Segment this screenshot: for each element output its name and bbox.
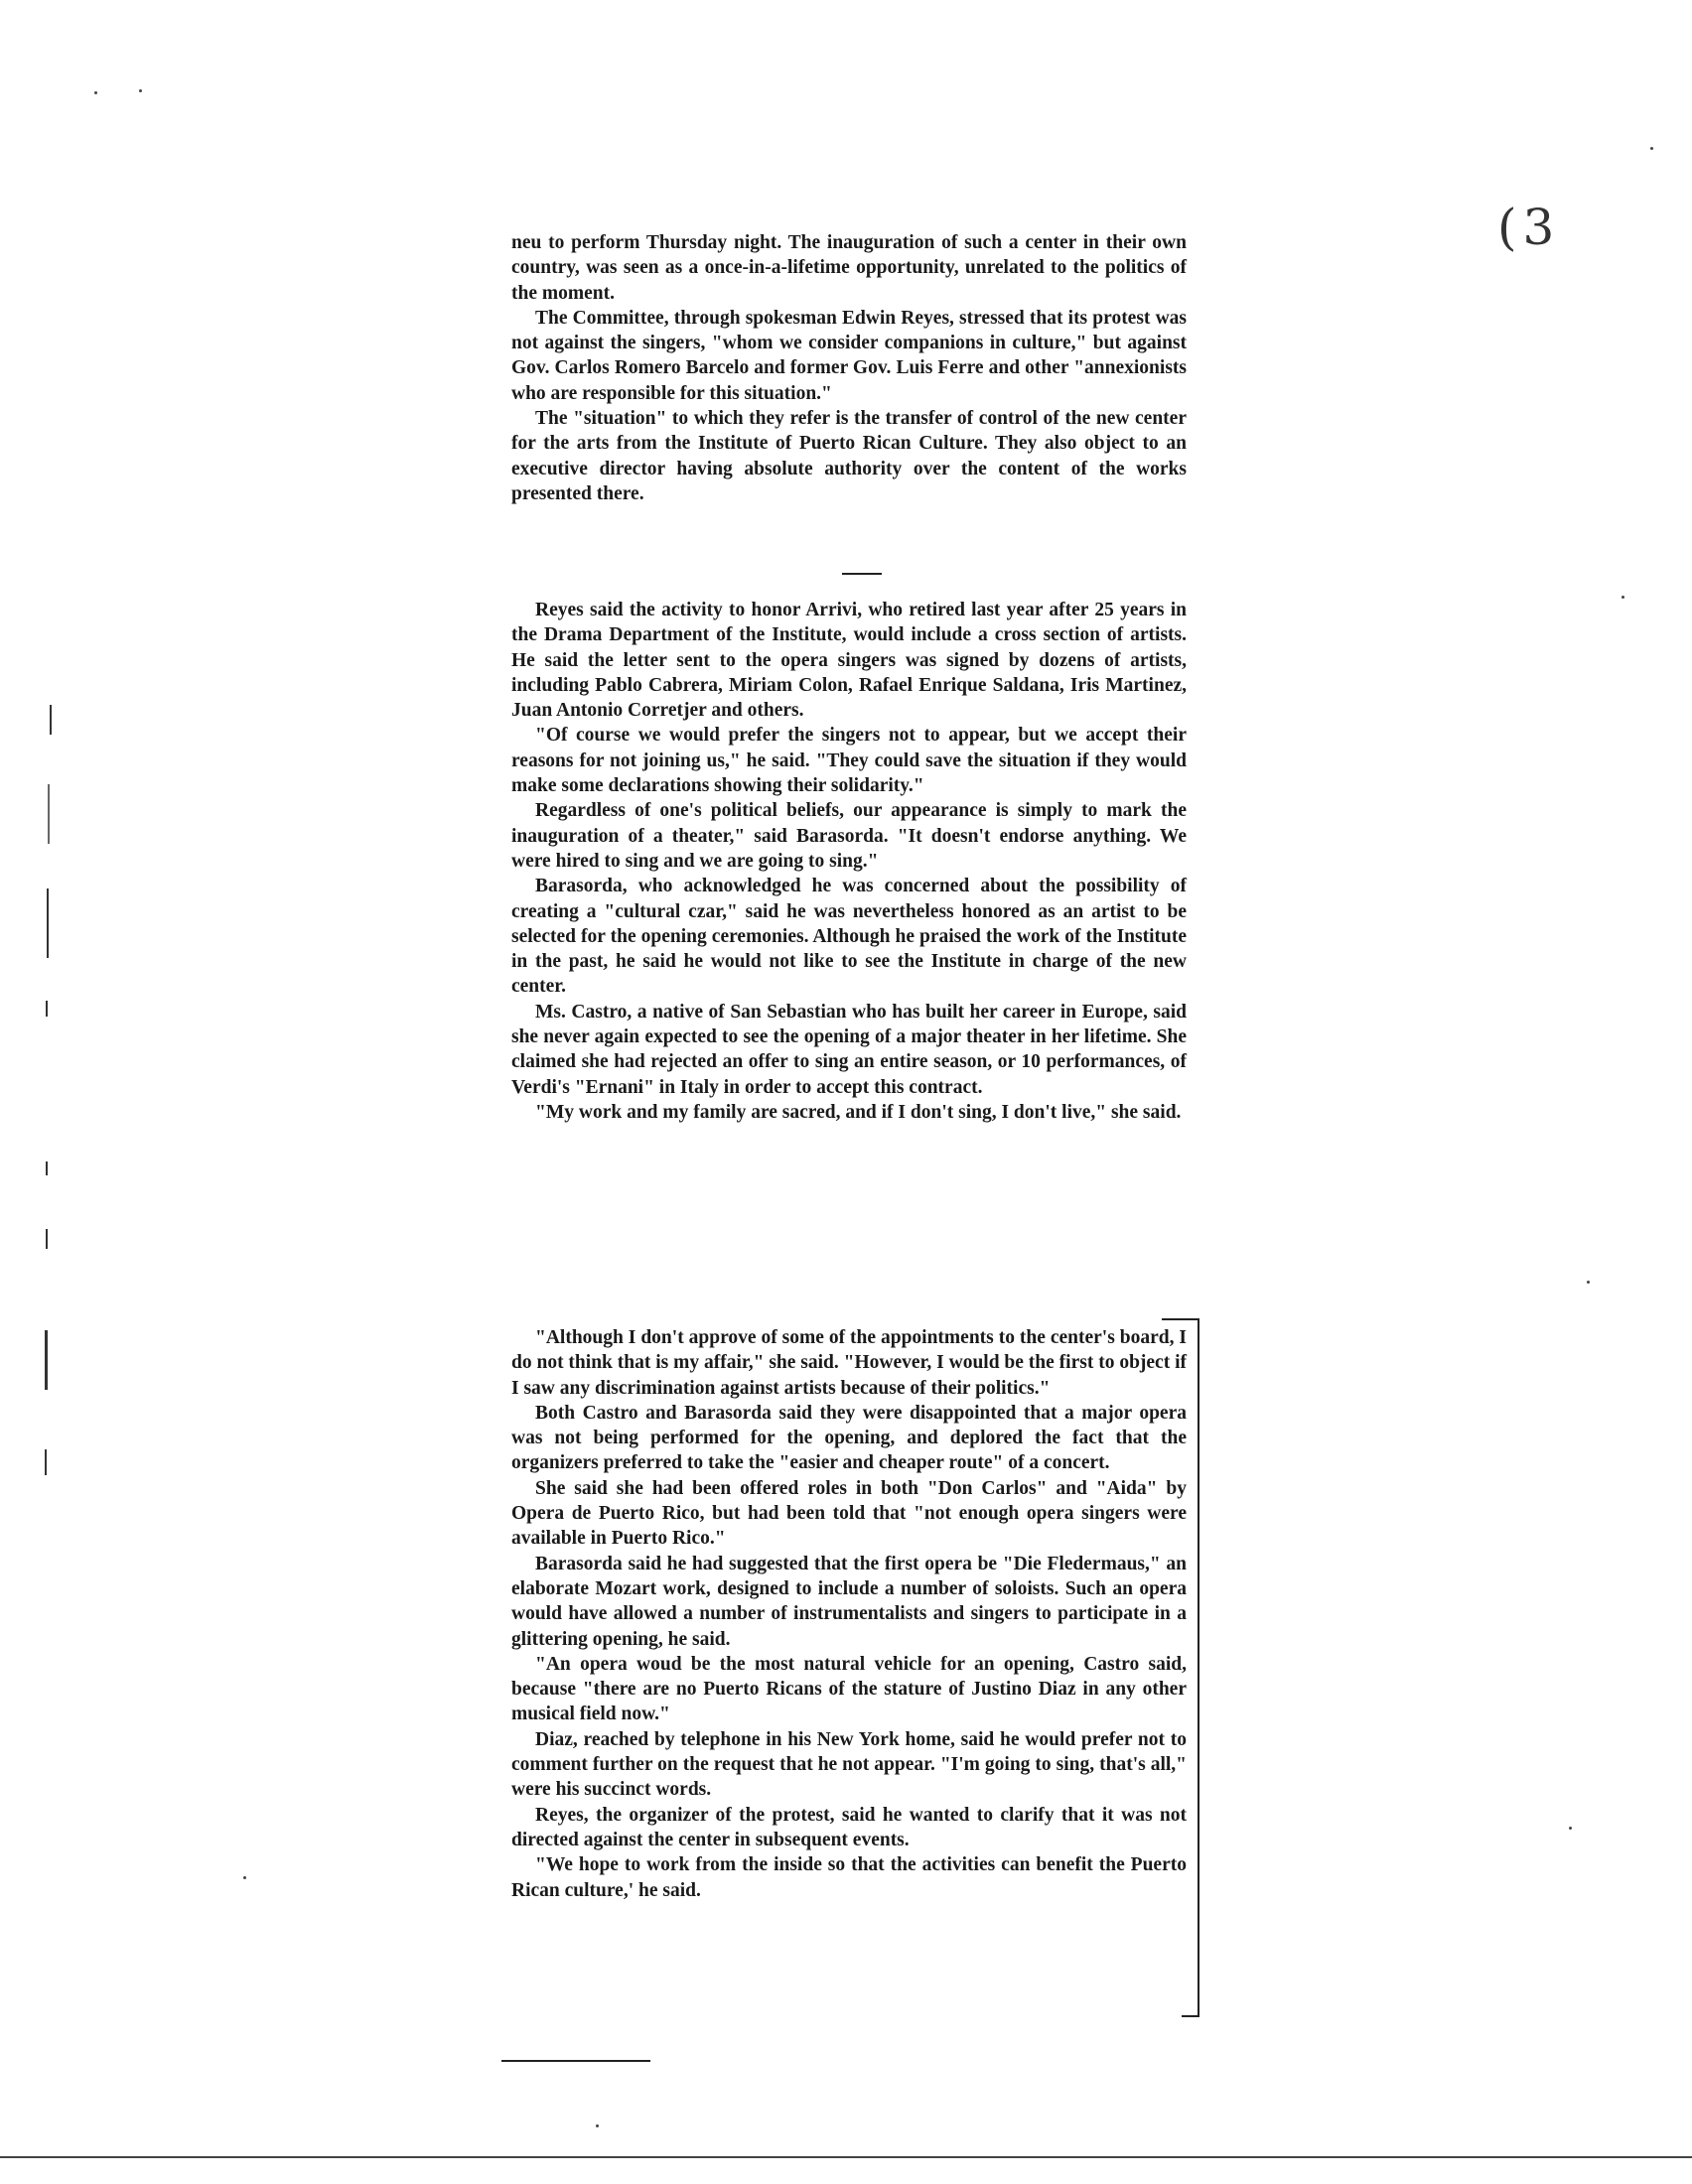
scan-speck <box>243 1876 246 1879</box>
scan-speck <box>1622 596 1624 599</box>
handwritten-page-number: (3 <box>1497 199 1561 256</box>
clipping-bracket-bottom <box>1182 2015 1199 2017</box>
section-separator <box>842 573 882 575</box>
scan-speck <box>94 91 97 94</box>
margin-mark <box>45 1330 48 1390</box>
paragraph: "Of course we would prefer the singers not to appear, but we accept their reasons for not joining us," he said. "They could save the situation if they would make some declarations showing their solidarity." <box>511 725 1187 797</box>
paragraph: "My work and my family are sacred, and if I don't sing, I don't live," she said. <box>535 1101 1182 1123</box>
page-bottom-rule <box>0 2156 1692 2158</box>
scan-speck <box>1587 1281 1590 1284</box>
paragraph: "Although I don't approve of some of the appointments to the center's board, I do not think that is my affair," she said. "However, I would be the first to object if I saw any discrimination against artists because of their politics." <box>511 1327 1187 1399</box>
paragraph: Barasorda said he had suggested that the first opera be "Die Fledermaus," an elaborate Mozart work, designed to include a number of soloists. Such an opera would have allowed a number of instrumentalists and singers to participate in a glittering opening, he said. <box>511 1553 1187 1650</box>
paragraph: Barasorda, who acknowledged he was concerned about the possibility of creating a "cultural czar," said he was nevertheless honored as an artist to be selected for the opening ceremonies. Although he praised the work of the Institute in the past, he said he would not like to see the Institute in charge of the new center. <box>511 876 1187 998</box>
paragraph: She said she had been offered roles in both "Don Carlos" and "Aida" by Opera de Puerto Rico, but had been told that "not enough opera singers were available in Puerto Rico." <box>511 1477 1187 1550</box>
paragraph: Ms. Castro, a native of San Sebastian who has built her career in Europe, said she never again expected to see the opening of a major theater in her lifetime. She claimed she had rejected an offer to sing an entire season, or 10 performances, of Verdi's "Ernani" in Italy in order to accept this contract. <box>511 1001 1187 1098</box>
paragraph: neu to perform Thursday night. The inauguration of such a center in their own country, was seen as a once-in-a-lifetime opportunity, unrelated to the politics of the moment. <box>511 232 1187 304</box>
paragraph: "We hope to work from the inside so that the activities can benefit the Puerto Rican culture,' he said. <box>511 1854 1187 1901</box>
article-block-2 <box>511 598 1187 1125</box>
paragraph: The Committee, through spokesman Edwin Reyes, stressed that its protest was not against the singers, "whom we consider companions in culture," but against Gov. Carlos Romero Barcelo and former Gov. Luis Ferre and other "annexionists who are responsible for this situation." <box>511 307 1187 404</box>
paragraph: Reyes, the organizer of the protest, said he wanted to clarify that it was not directed against the center in subsequent events. <box>511 1804 1187 1850</box>
scan-speck <box>1650 147 1653 150</box>
margin-mark <box>48 784 50 844</box>
margin-mark <box>45 1449 47 1475</box>
paragraph: Regardless of one's political beliefs, our appearance is simply to mark the inauguration of a theater," said Barasorda. "It doesn't endorse anything. We were hired to sing and we are going to sing." <box>511 800 1187 872</box>
margin-mark <box>46 1229 48 1249</box>
article-block-1 <box>511 230 1187 506</box>
clipping-bottom-rule <box>501 2060 650 2062</box>
scan-speck <box>596 2124 599 2127</box>
margin-mark <box>46 1001 48 1017</box>
clipping-bracket-side <box>1198 1320 1199 2015</box>
margin-mark <box>50 705 52 735</box>
paragraph: "An opera woud be the most natural vehicle for an opening, Castro said, because "there are no Puerto Ricans of the stature of Justino Diaz in any other musical field now." <box>511 1653 1187 1725</box>
scan-speck <box>139 89 142 92</box>
clipping-bracket-top <box>1162 1318 1199 1320</box>
paragraph: Both Castro and Barasorda said they were disappointed that a major opera was not being performed for the opening, and deplored the fact that the organizers preferred to take the "easier and cheaper route" of a concert. <box>511 1402 1187 1474</box>
paragraph: The "situation" to which they refer is the transfer of control of the new center for the arts from the Institute of Puerto Rican Culture. They also object to an executive director having absolute authority over the content of the works presented there. <box>511 408 1187 504</box>
article-block-3 <box>511 1325 1187 1903</box>
margin-mark <box>47 888 49 958</box>
paragraph: Diaz, reached by telephone in his New York home, said he would prefer not to comment further on the request that he not appear. "I'm going to sing, that's all," were his succinct words. <box>511 1728 1187 1801</box>
scan-speck <box>1569 1827 1572 1830</box>
paragraph: Reyes said the activity to honor Arrivi, who retired last year after 25 years in the Drama Department of the Institute, would include a cross section of artists. He said the letter sent to the opera singers was signed by dozens of artists, including Pablo Cabrera, Miriam Colon, Rafael Enrique Saldana, Iris Martinez, Juan Antonio Corretjer and others. <box>511 600 1187 722</box>
margin-mark <box>46 1161 48 1175</box>
